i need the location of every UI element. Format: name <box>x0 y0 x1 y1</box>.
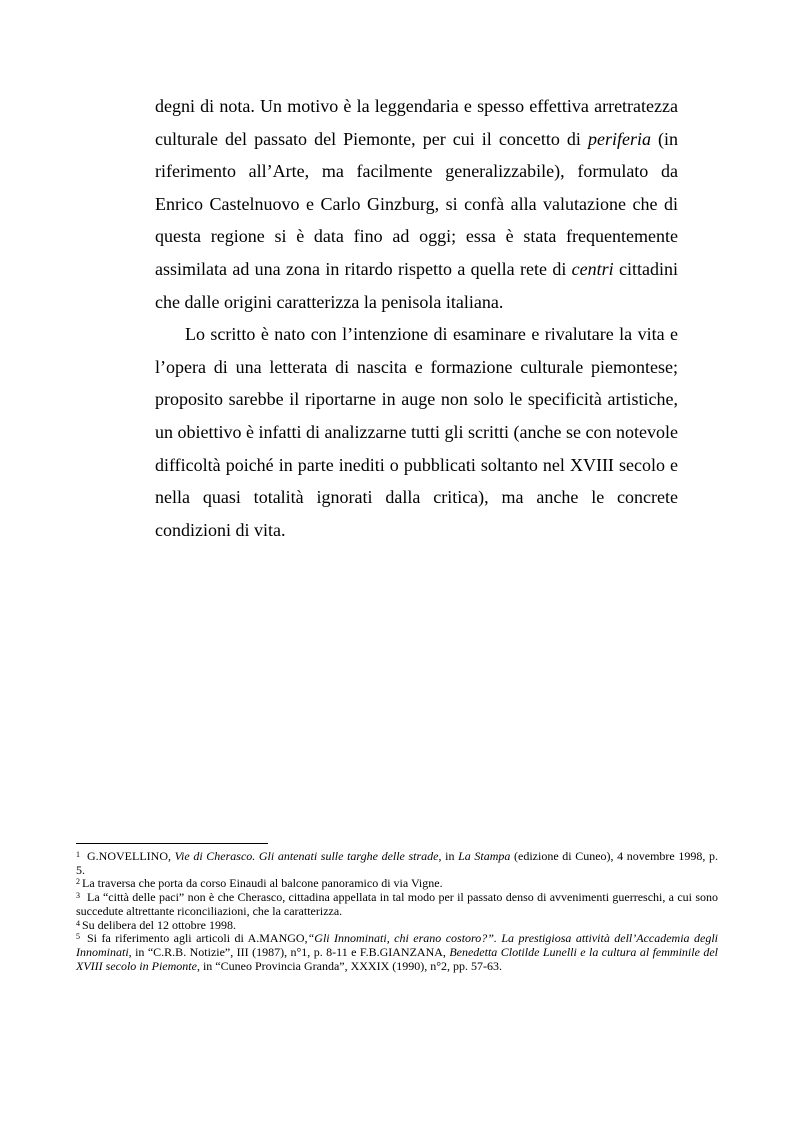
footnote-2: $^2$ La traversa che porta da corso Einaudi al balcone panoramico di via Vigne. <box>76 876 443 891</box>
footnote-number: 1 <box>76 850 80 859</box>
paragraph-2: Lo scritto è nato con l’intenzione di esaminare e rivalutare la vita e l’opera di una letterata di nascita e formazione culturale piemontese; proposito sarebbe il riportarne in auge non solo le specificità artistiche, un obiettivo è infatti di analizzarne tutti gli scritti (anche se con notevole difficoltà poiché in parte inediti o pubblicati soltanto nel XVIII secolo e nella quasi totalità ignorati dalla critica), ma anche le concrete condizioni di vita. <box>155 324 678 540</box>
italic-term-centri: centri <box>571 258 614 279</box>
footnotes <box>76 848 718 973</box>
main-text <box>155 90 678 546</box>
footnote-number: 4 <box>76 918 80 928</box>
footnote-4: $^4$ Su delibera del 12 ottobre 1998. <box>76 917 236 932</box>
footnote-number: 3 <box>76 891 80 901</box>
footnote-5: $^5$ Si fa riferimento agli articoli di A.MANGO,“Gli Innominati, chi erano costoro?”. La prestigiosa attività dell’Accademia degli Innominati, in “C.R.B. Notizie”, III (1987), n°1, p. 8-11 e F.B.GIANZANA, Benedetta Clotilde Lunelli e la cultura al femminile del XVIII secolo in Piemonte, in “Cuneo Provincia Granda”, XXXIX (1990), n°2, pp. 57-63. <box>76 931 718 973</box>
footnote-separator <box>76 843 268 844</box>
footnote-3: $^3$ La “città delle paci” non è che Cherasco, cittadina appellata in tal modo per il passato denso di avvenimenti guerreschi, a cui sono succedute altrettante riconciliazioni, che la caratterizza. <box>76 890 718 918</box>
footnote-number: 5 <box>76 932 80 942</box>
footnote-1: $^1$ G.NOVELLINO, Vie di Cherasco. Gli antenati sulle targhe delle strade, in La Stampa (edizione di Cuneo), 4 novembre 1998, p. 5. <box>76 849 718 877</box>
italic-term-periferia: periferia <box>587 128 651 149</box>
paragraph-1: degni di nota. Un motivo è la leggendaria e spesso effettiva arretratezza culturale del passato del Piemonte, per cui il concetto di periferia (in riferimento all’Arte, ma facilmente generalizzabile), formulato da Enrico Castelnuovo e Carlo Ginzburg, si confà alla valutazione che di questa regione si è data fino ad oggi; essa è stata frequentemente assimilata ad una zona in ritardo rispetto a quella rete di centri cittadini che dalle origini caratterizza la penisola italiana. <box>155 96 679 312</box>
footnote-number: 2 <box>76 877 80 887</box>
